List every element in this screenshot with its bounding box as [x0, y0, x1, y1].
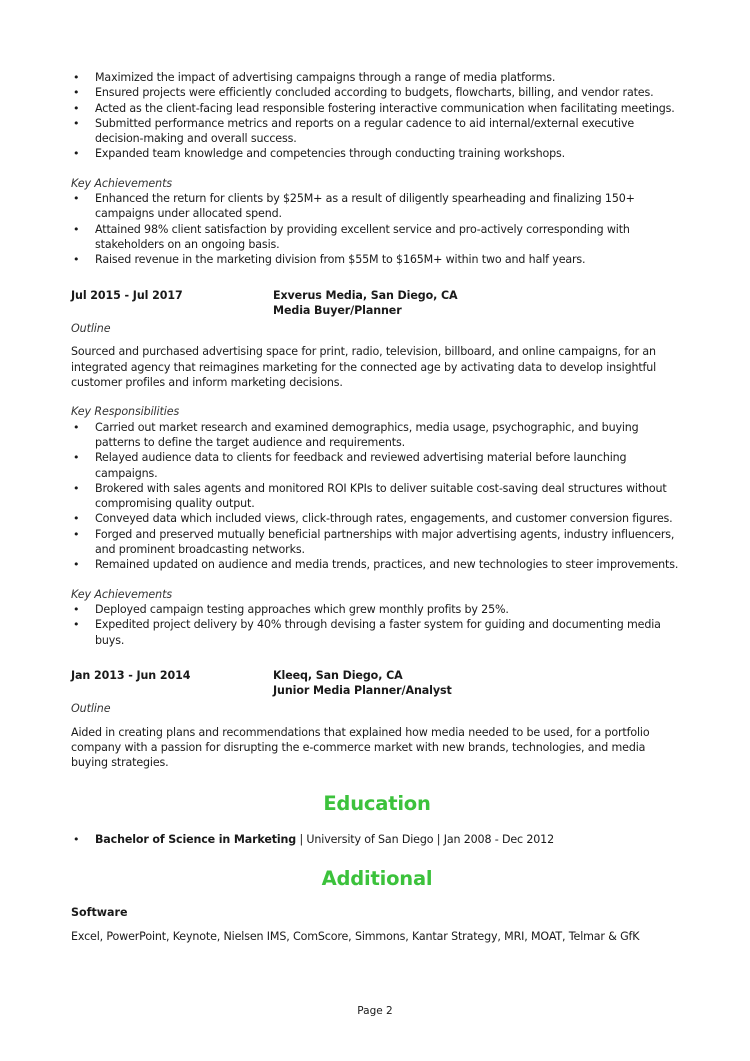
- list-item: • Enhanced the return for clients by $25M+ as a result of diligently spearheading and finalizing 150+ campaigns under allocated spend.: [71, 191, 683, 222]
- degree-details: | University of San Diego | Jan 2008 - Dec 2012: [296, 832, 554, 846]
- key-achievements-label: Key Achievements: [71, 176, 173, 190]
- achievements-list: [71, 602, 683, 648]
- responsibilities-list: [71, 420, 683, 573]
- job-title: Junior Media Planner/Analyst: [273, 684, 452, 698]
- education-heading: Education: [323, 791, 431, 815]
- list-item: • Expanded team knowledge and competencies through conducting training workshops.: [71, 146, 683, 161]
- degree-name: Bachelor of Science in Marketing: [95, 832, 297, 846]
- list-item: • Carried out market research and examined demographics, media usage, psychographic, and buying patterns to define the target audience and requirements.: [71, 420, 683, 451]
- education-item: [71, 832, 683, 847]
- list-item: • Expedited project delivery by 40% through devising a faster system for guiding and documenting media buys.: [71, 617, 683, 648]
- job-dates: Jan 2013 - Jun 2014: [71, 668, 191, 682]
- software-list: Excel, PowerPoint, Keynote, Nielsen IMS, ComScore, Simmons, Kantar Strategy, MRI, MOAT, Telmar & GfK: [71, 930, 640, 944]
- list-item: • Conveyed data which included views, click-through rates, engagements, and customer conversion figures.: [71, 511, 683, 526]
- job-outline: Sourced and purchased advertising space for print, radio, television, billboard, and online campaigns, for an integrated agency that reimagines marketing for the connected age by activating data to develop insightful customer profiles and inform marketing decisions.: [71, 345, 657, 390]
- list-item: • Relayed audience data to clients for feedback and reviewed advertising material before launching campaigns.: [71, 450, 683, 481]
- prior-achievements-list: [71, 191, 683, 267]
- job-outline: Aided in creating plans and recommendations that explained how media needed to be used, for a portfolio company with a passion for disrupting the e-commerce market with new brands, technologies, and media buying strategies.: [71, 725, 650, 770]
- list-item: • Deployed campaign testing approaches which grew monthly profits by 25%.: [71, 602, 683, 617]
- list-item: • Attained 98% client satisfaction by providing excellent service and pro-actively corresponding with stakeholders on an ongoing basis.: [71, 222, 683, 253]
- outline-label: Outline: [71, 322, 111, 336]
- key-responsibilities-label: Key Responsibilities: [71, 405, 180, 419]
- education-list: [71, 832, 683, 847]
- list-item: • Maximized the impact of advertising campaigns through a range of media platforms.: [71, 70, 683, 85]
- list-item: • Brokered with sales agents and monitored ROI KPIs to deliver suitable cost-saving deal structures without compromising quality output.: [71, 481, 683, 512]
- additional-heading: Additional: [321, 866, 433, 890]
- job-company: Kleeq, San Diego, CA: [273, 668, 403, 682]
- software-label: Software: [71, 905, 128, 919]
- job-title: Media Buyer/Planner: [273, 303, 402, 317]
- list-item: • Remained updated on audience and media trends, practices, and new technologies to steer improvements.: [71, 557, 683, 572]
- list-item: • Acted as the client-facing lead responsible fostering interactive communication when facilitating meetings.: [71, 101, 683, 116]
- list-item: • Raised revenue in the marketing division from $55M to $165M+ within two and half years.: [71, 252, 683, 267]
- job-header-exverus: [71, 288, 683, 319]
- job-dates: Jul 2015 - Jul 2017: [71, 288, 183, 302]
- key-achievements-label: Key Achievements: [71, 587, 173, 601]
- list-item: • Submitted performance metrics and reports on a regular cadence to aid internal/external executive decision-making and overall success.: [71, 116, 683, 147]
- resume-page-2: [71, 70, 683, 944]
- list-item: • Ensured projects were efficiently concluded according to budgets, flowcharts, billing, and vendor rates.: [71, 85, 683, 100]
- page-number: Page 2: [357, 1005, 393, 1017]
- outline-label: Outline: [71, 702, 111, 716]
- prior-responsibilities-list: [71, 70, 683, 162]
- job-company: Exverus Media, San Diego, CA: [273, 288, 458, 302]
- job-header-kleeq: [71, 668, 683, 699]
- list-item: • Forged and preserved mutually beneficial partnerships with major advertising agents, industry influencers, and prominent broadcasting networks.: [71, 527, 683, 558]
